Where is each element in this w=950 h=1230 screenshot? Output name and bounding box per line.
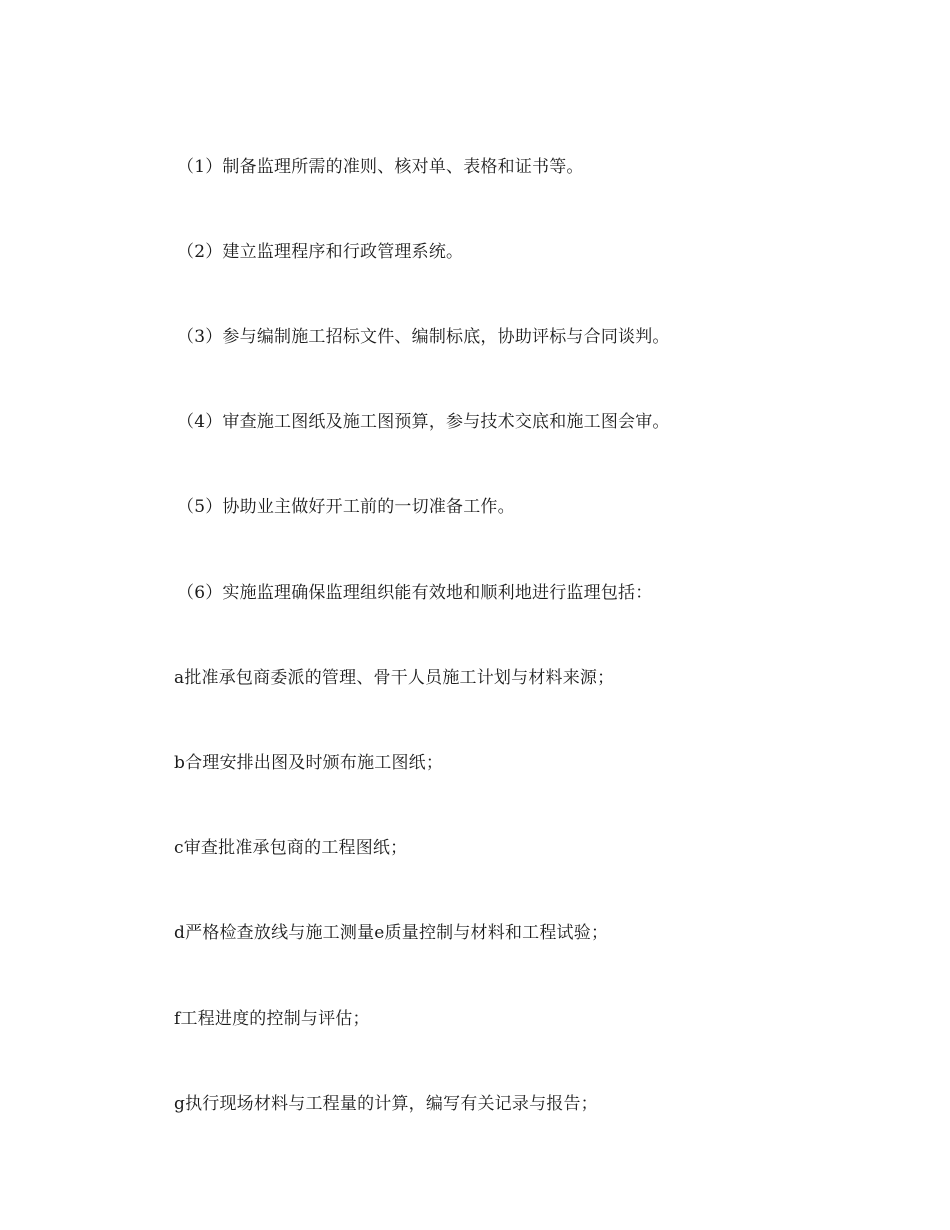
paragraph-item-2: （2）建立监理程序和行政管理系统。	[177, 242, 464, 262]
sub-item-g: g执行现场材料与工程量的计算，编写有关记录与报告；	[174, 1094, 598, 1114]
paragraph-item-6: （6）实施监理确保监理组织能有效地和顺利地进行监理包括：	[177, 583, 653, 603]
sub-item-f: f工程进度的控制与评估；	[174, 1009, 370, 1029]
sub-item-d-e: d严格检查放线与施工测量e质量控制与材料和工程试验；	[174, 923, 609, 943]
paragraph-item-4: （4）审查施工图纸及施工图预算，参与技术交底和施工图会审。	[177, 412, 670, 432]
sub-item-a: a批准承包商委派的管理、骨干人员施工计划与材料来源；	[174, 668, 615, 688]
sub-item-b: b合理安排出图及时颁布施工图纸；	[174, 753, 444, 773]
paragraph-item-3: （3）参与编制施工招标文件、编制标底，协助评标与合同谈判。	[177, 327, 670, 347]
paragraph-item-5: （5）协助业主做好开工前的一切准备工作。	[177, 497, 515, 517]
sub-item-c: c审查批准承包商的工程图纸；	[174, 838, 408, 858]
paragraph-item-1: （1）制备监理所需的准则、核对单、表格和证书等。	[177, 157, 584, 177]
